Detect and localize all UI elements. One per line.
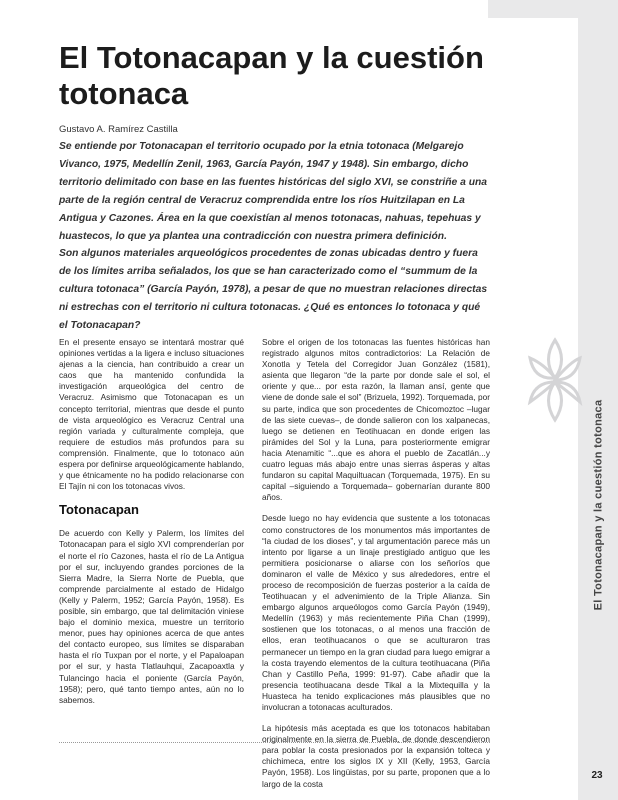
author-name: Gustavo A. Ramírez Castilla	[59, 124, 178, 135]
body-column-left	[59, 337, 244, 716]
abstract-paragraph: Son algunos materiales arqueológicos procedentes de zonas ubicadas dentro y fuera de los límites arriba señalados, los que se han caracterizado como el “summum de la cultura totonaca” (García Payón, 1978), a pesar de que no muestran relaciones directas ni estrechas con el territorio ni cultura totonacas. ¿Qué es entonces lo totonaca y qué el Totonacapan?	[59, 248, 488, 332]
abstract	[59, 138, 489, 335]
intro-paragraph: En el presente ensayo se intentará mostrar qué opiniones vertidas a la ligera e incluso situaciones ajenas a la ciencia, han contribuido a crear un caos que ha mantenido confundida la investigación arqueológica del centro de Veracruz. Asimismo que Totonacapan es un concepto territorial, mientras que desde el punto de vista arqueológico es Veracruz Central una región variada y culturalmente compleja, que requiere de estudios más profundos para su comprensión. Finalmente, que lo totonaco aún espera por definirse arqueológicamente hablando, y que étnicamente no ha podido relacionarse con El Tajín ni con los totonacas vivos.	[59, 337, 244, 492]
body-paragraph: Sobre el origen de los totonacas las fuentes históricas han registrado algunos mitos contradictorios: La Relación de Xonotla y Tetela del Corregidor Juan González (1581), asienta que llegaron “de la parte por donde sale el sol, el oriente y que... por esta razón, la llaman ansí, gente que viene de donde sale el sol” (Brizuela, 1992). Torquemada, por su parte, indica que son procedentes de Chicomoztoc –lugar de las siete cuevas–, de donde salieron con los xalpanecas, luego se detienen en Teotihuacan en donde erigen las pirámides del Sol y la Luna, para posteriormente emigrar hacia Atenamitic “...que es ahora el pueblo de Zacatlán...y cuatro leguas más abajo entre unas sierras ásperas y altas fundaron su capital Maquiltuacan (Torquemada, 1975). En su capital –siguiendo a Torquemada– gobernarían durante 800 años.	[262, 337, 490, 503]
body-paragraph: La hipótesis más aceptada es que los totonacos habitaban originalmente en la sierra de Puebla, de donde descendieron para poblar la costa presionados por la expansión tolteca y chichimeca, entre los siglos IX y XII (Kelly, 1953, García Payón, 1958). Los lingüistas, por su parte, proponen que a lo largo de la costa	[262, 723, 490, 789]
article-title: El Totonacapan y la cuestión totonaca	[59, 40, 484, 111]
running-title: El Totonacapan y la cuestión totonaca	[592, 399, 605, 611]
body-paragraph: Desde luego no hay evidencia que sustente a los totonacas como constructores de los monumentos más importantes de “la ciudad de los dioses”, y tal argumentación parece más un intento por ligarse a un linaje prestigiado antiguo que les permitiera posicionarse o aliarse con los señoríos que dominaron el valle de México y sus alrededores, entre el proceso de recomposición de fuerzas posterior a la caída de Teotihuacan y el advenimiento de la Triple Alianza. Sin embargo algunos arqueólogos como García Payón (1949), Medellín (1963) y más recientemente Piña Chan (1999), sostienen que los totonacas, o al menos una fracción de ellos, eran teotihuacanos o que se aculturaron tras permanecer un tiempo en la gran ciudad para luego emigrar a la costa trayendo elementos de la cultura teotihuacana (Piña Chan y Castillo Peña, 1999: 91-97). Cabe añadir que la presencia teotihuacana desde Tikal a la Mixtequilla y la Huasteca ha tenido explicaciones más plausibles que no involucran a totonacas aculturados.	[262, 513, 490, 712]
footer-divider	[59, 742, 490, 743]
body-column-right	[262, 337, 490, 800]
star-flower-emblem-icon	[520, 330, 590, 430]
body-paragraph: De acuerdo con Kelly y Palerm, los límites del Totonacapan para el siglo XVI comprenderían por el norte el río Cazones, hasta el río de La Antigua por el sur, incluyendo grandes porciones de la Sierra Madre, la Sierra Norte de Puebla, que comprende parcialmente al estado de Hidalgo (Kelly y Palerm, 1952; García Payón, 1958). Es posible, sin embargo, que tal delimitación viniese bajo el dominio mexica, muestre un territorio menor, pues hay opiniones acerca de que antes del contacto europeo, sus límites se disparaban hasta el río Tuxpan por el norte, y el Papaloapan por el sur, y hasta Tlatlauhqui, Zacapoaxtla y Tulancingo hacia el poniente (García Payón, 1958); pero, qué tanto tiempo antes, aún no lo sabemos.	[59, 528, 244, 705]
abstract-paragraph: Se entiende por Totonacapan el territorio ocupado por la etnia totonaca (Melgarejo Vivanco, 1975, Medellín Zenil, 1963, García Payón, 1947 y 1948). Sin embargo, dicho territorio delimitado con base en las fuentes históricas del siglo XVI, se constriñe a una parte de la región central de Veracruz comprendida entre los ríos Huitzilapan en La Antigua y Cazones. Área en la que coexistían al menos totonacas, nahuas, tepehuas y huastecos, lo que ya plantea una contradicción con nuestra primera definición.	[59, 141, 488, 242]
section-heading: Totonacapan	[59, 502, 139, 518]
page-number: 23	[591, 770, 603, 781]
